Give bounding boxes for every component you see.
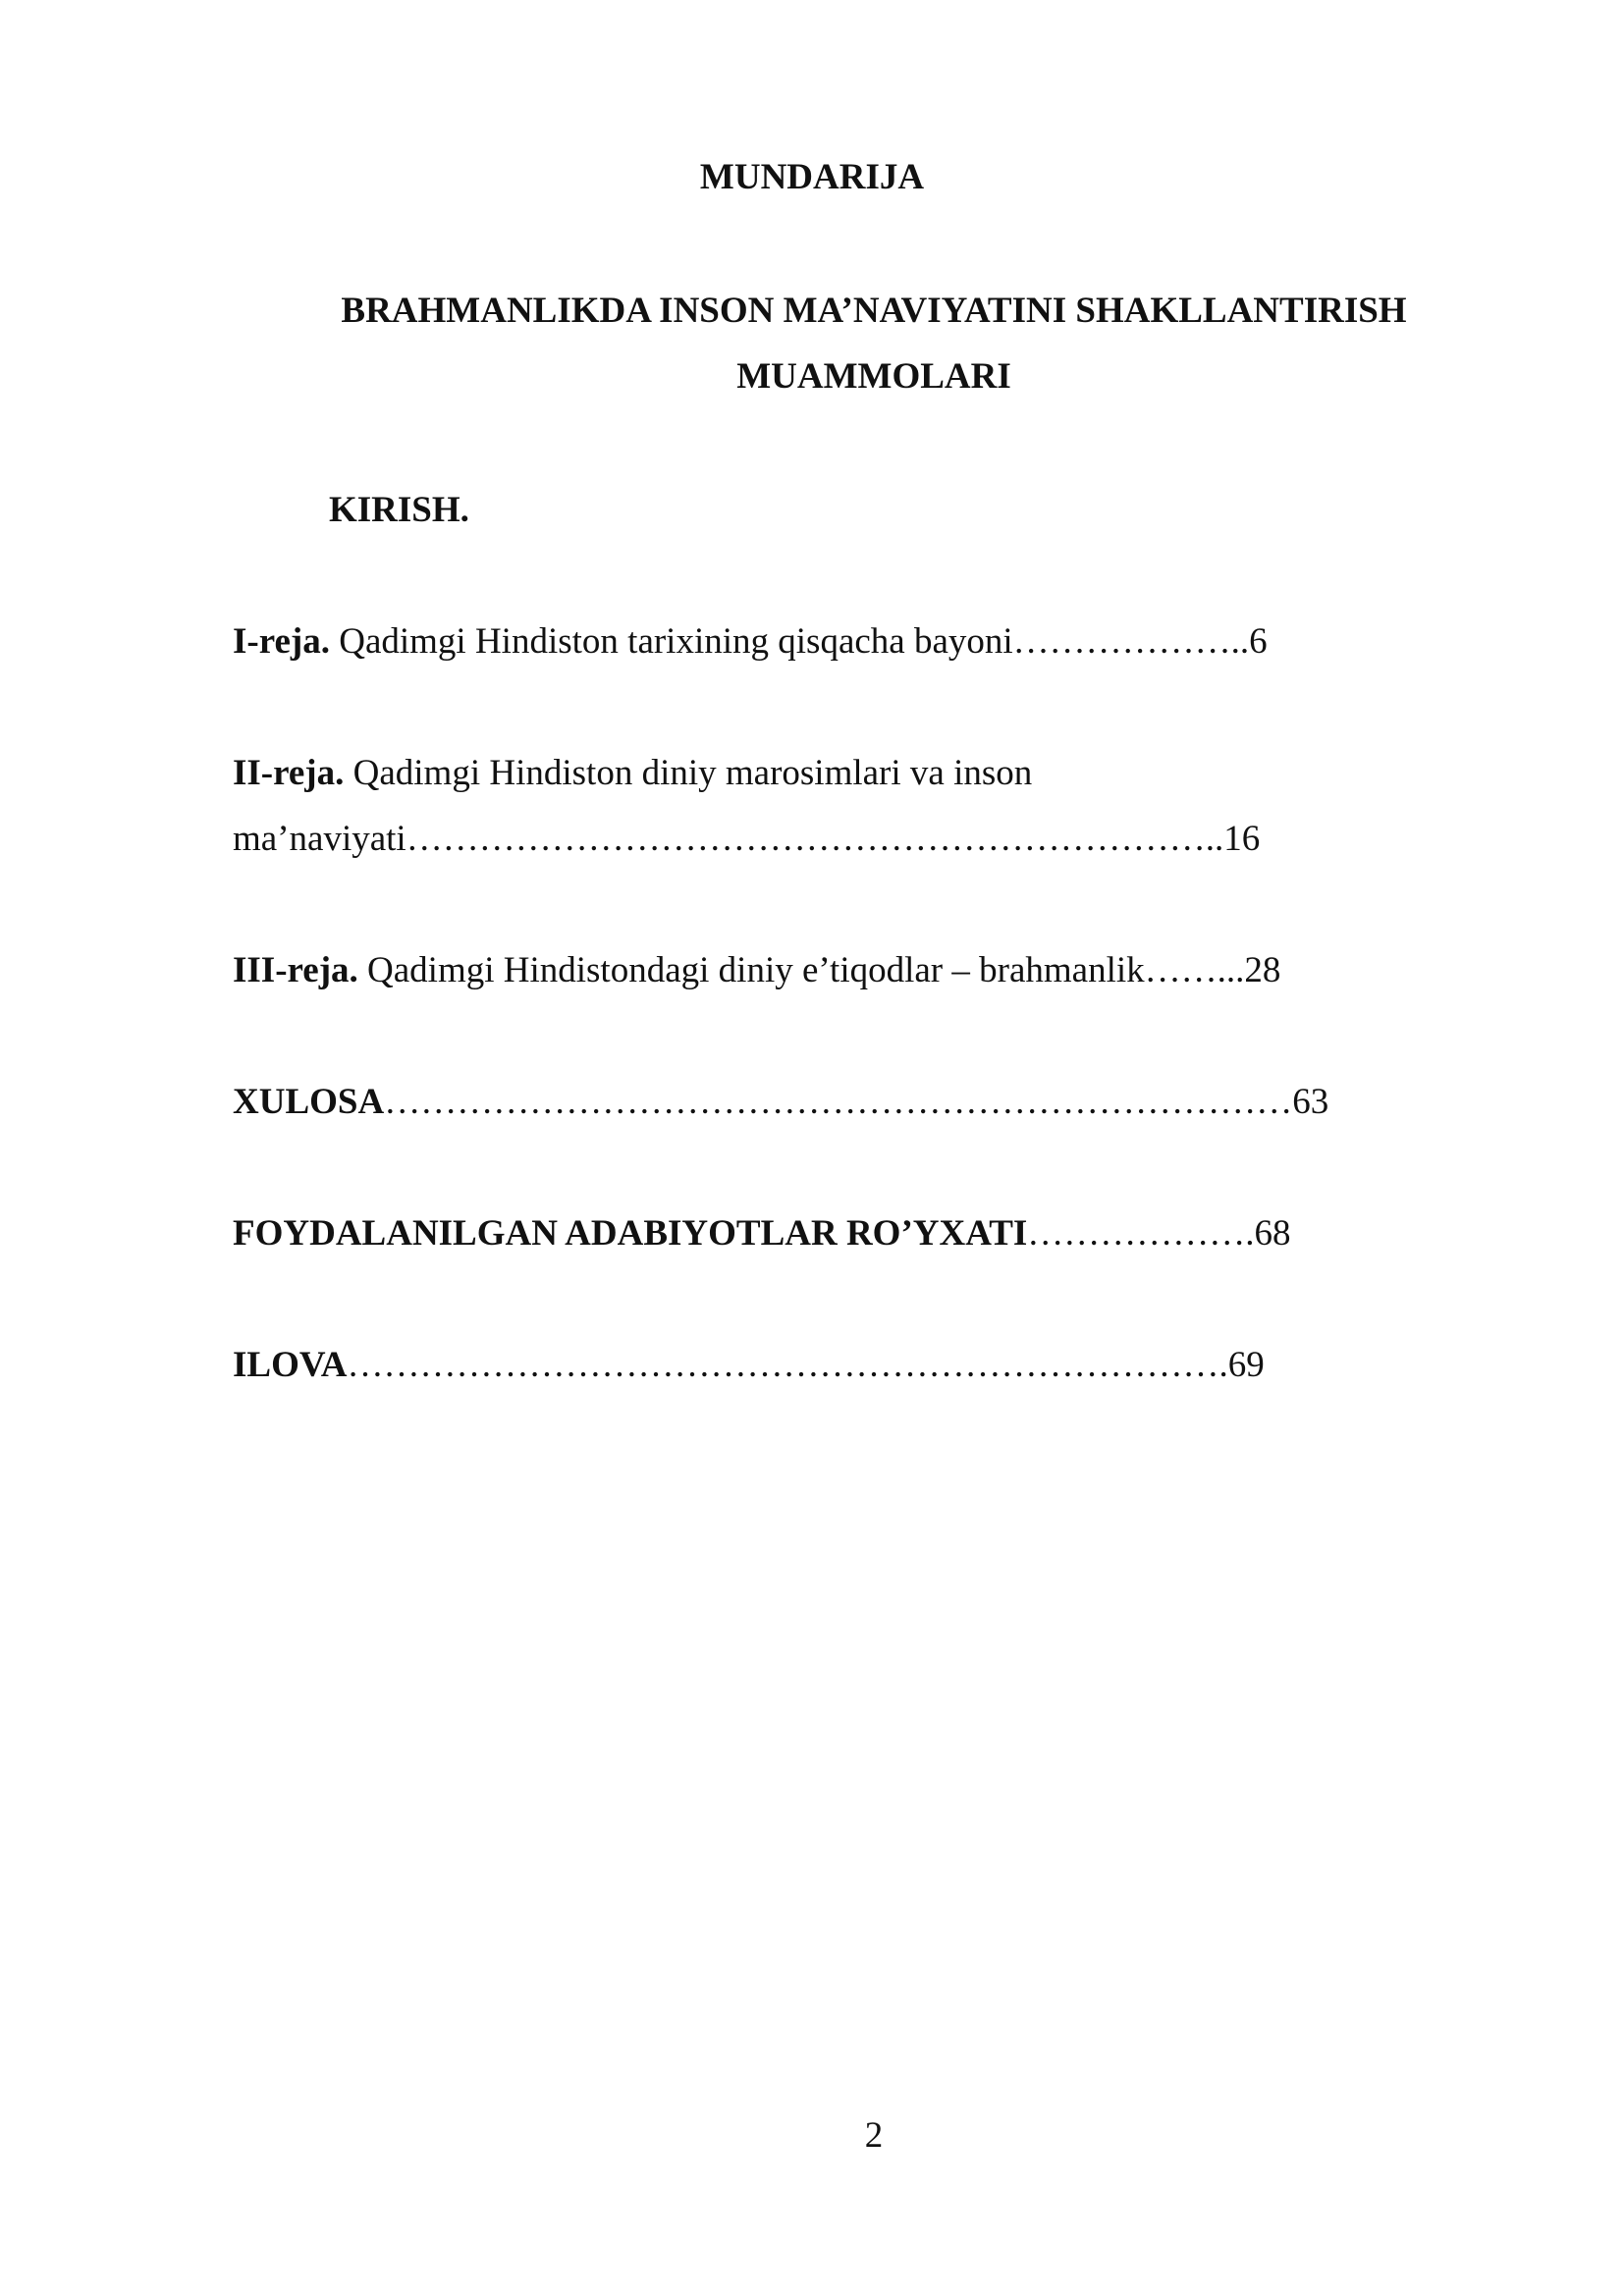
contents-heading: MUNDARIJA xyxy=(699,157,925,197)
toc-entry-text: ………………………………………………………………. xyxy=(347,1345,1228,1385)
toc-entry-label: I-reja. xyxy=(233,621,330,662)
toc-entry-label: XULOSA xyxy=(233,1082,385,1122)
toc-entry-4 xyxy=(233,1079,1328,1126)
toc-entry-1 xyxy=(233,618,1268,666)
toc-intro: KIRISH. xyxy=(329,490,469,530)
toc-entry-text: Qadimgi Hindiston tarixining qisqacha bayoni……………….. xyxy=(329,621,1250,662)
toc-entry-label: ILOVA xyxy=(233,1345,348,1385)
toc-entry-3 xyxy=(233,947,1280,994)
document-title-line1: BRAHMANLIKDA INSON MA’NAVIYATINI SHAKLLANTIRISH xyxy=(341,291,1407,331)
toc-entry-label: III-reja. xyxy=(233,950,358,990)
toc-entry-label: FOYDALANILGAN ADABIYOTLAR RO’YXATI xyxy=(233,1213,1028,1254)
toc-entry-page: 63 xyxy=(1292,1082,1329,1122)
toc-entry-2-continuation xyxy=(233,816,1260,863)
document-title-line2: MUAMMOLARI xyxy=(736,356,1011,397)
toc-entry-text: Qadimgi Hindiston diniy marosimlari va inson xyxy=(344,753,1033,793)
toc-entry-text-continuation: ma’naviyati………………………………………………………….. xyxy=(233,819,1224,859)
page-number: 2 xyxy=(864,2115,884,2156)
toc-entry-text: ………………. xyxy=(1027,1213,1255,1254)
toc-entry-page: 69 xyxy=(1227,1345,1265,1385)
toc-entry-2 xyxy=(233,750,1032,797)
document-title xyxy=(255,278,1492,409)
toc-entry-page: 28 xyxy=(1244,950,1281,990)
toc-entry-text: ………………………………………………………………… xyxy=(384,1082,1293,1122)
toc-entry-5 xyxy=(233,1210,1291,1257)
toc-entry-text: Qadimgi Hindistondagi diniy e’tiqodlar – brahmanlik……... xyxy=(357,950,1245,990)
toc-entry-label: II-reja. xyxy=(233,753,345,793)
toc-entry-page: 16 xyxy=(1223,819,1261,859)
toc-entry-page: 6 xyxy=(1249,621,1268,662)
toc-entry-6 xyxy=(233,1342,1265,1389)
toc-entry-page: 68 xyxy=(1254,1213,1291,1254)
